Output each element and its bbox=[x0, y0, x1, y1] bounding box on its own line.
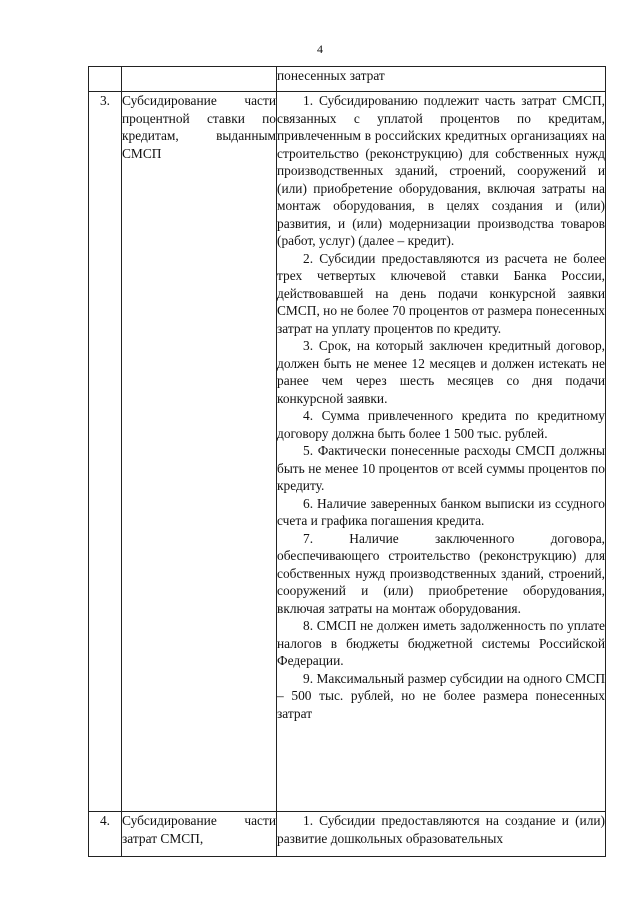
row-number bbox=[89, 67, 122, 92]
support-type: Субсидирование части процентной ставки по кредитам, выданным СМСП bbox=[122, 92, 277, 812]
condition-paragraph: 7. Наличие заключенного договора, обеспечивающего строительство (реконструкцию) для собственных нужд производственных зданий, строений, сооружений и (или) приобретение оборудования, включая затраты на монтаж оборудования. bbox=[277, 530, 605, 616]
support-type bbox=[122, 67, 277, 92]
row-number: 3. bbox=[89, 92, 122, 812]
row-number: 4. bbox=[89, 812, 122, 857]
support-type: Субсидирование части затрат СМСП, bbox=[122, 812, 277, 857]
table-row bbox=[89, 92, 606, 812]
condition-paragraph: 5. Фактически понесенные расходы СМСП должны быть не менее 10 процентов от всей суммы процентов по кредиту. bbox=[277, 443, 605, 493]
condition-paragraph: 1. Субсидированию подлежит часть затрат СМСП, связанных с уплатой процентов по кредитам, привлеченным в российских кредитных организациях на строительство (реконструкцию) для собственных нужд производственных зданий, строений, сооружений и (или) приобретение оборудования, включая затраты на монтаж оборудования, в целях создания и (или) развития, и (или) модернизации производства товаров (работ, услуг) (далее – кредит). bbox=[277, 93, 605, 248]
condition-paragraph: 4. Сумма привлеченного кредита по кредитному договору должна быть более 1 500 тыс. рублей. bbox=[277, 408, 605, 441]
table-row bbox=[89, 812, 606, 857]
conditions-cell bbox=[277, 92, 606, 812]
condition-paragraph: 2. Субсидии предоставляются из расчета не более трех четвертых ключевой ставки Банка России, действовавшей на день подачи конкурсной заявки СМСП, но не более 70 процентов от размера понесенных затрат на уплату процентов по кредиту. bbox=[277, 250, 605, 336]
condition-paragraph: 9. Максимальный размер субсидии на одного СМСП – 500 тыс. рублей, но не более размера понесенных затрат bbox=[277, 670, 605, 721]
page-number: 4 bbox=[317, 42, 323, 56]
condition-paragraph: 3. Срок, на который заключен кредитный договор, должен быть не менее 12 месяцев и должен истекать не ранее чем через шесть месяцев со дня подачи конкурсной заявки. bbox=[277, 338, 605, 406]
table-row bbox=[89, 67, 606, 92]
condition-paragraph: 6. Наличие заверенных банком выписки из ссудного счета и графика погашения кредита. bbox=[277, 495, 605, 528]
condition-paragraph: 1. Субсидии предоставляются на создание и (или) развитие дошкольных образовательных bbox=[277, 813, 605, 846]
conditions-cell bbox=[277, 812, 606, 857]
condition-paragraph: 8. СМСП не должен иметь задолженность по уплате налогов в бюджеты бюджетной системы Российской Федерации. bbox=[277, 618, 605, 668]
conditions-text: понесенных затрат bbox=[277, 67, 606, 92]
conditions-table bbox=[88, 66, 606, 857]
